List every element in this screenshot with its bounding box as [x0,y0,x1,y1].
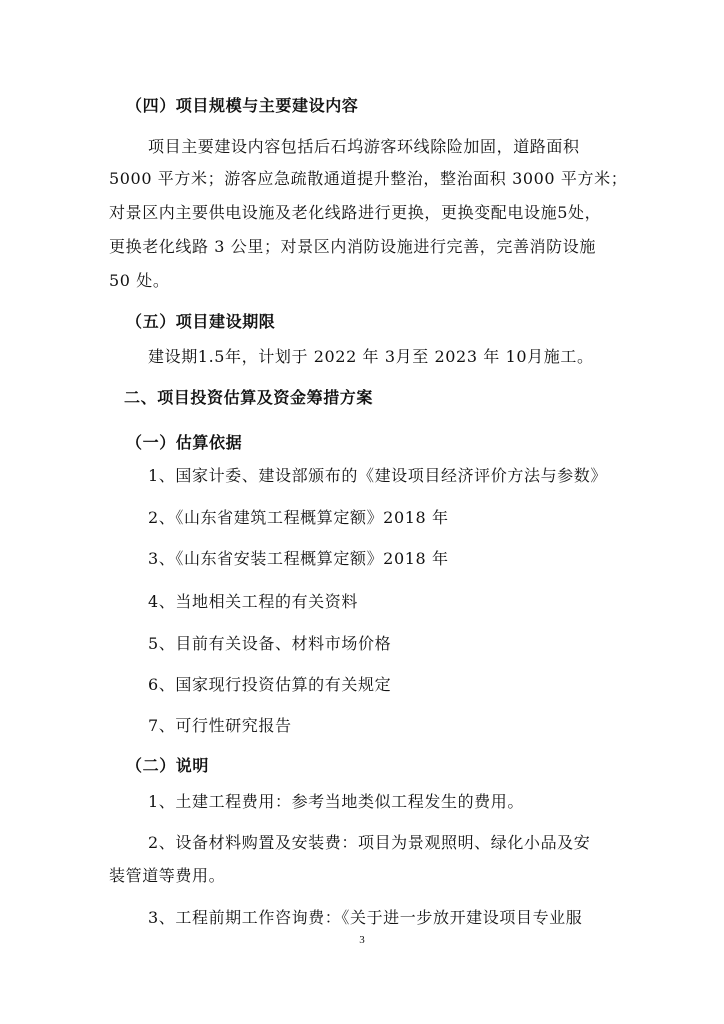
paragraph-line: 项目主要建设内容包括后石坞游客环线除险加固，道路面积 [148,137,580,156]
paragraph-line: 3、工程前期工作咨询费：《关于进一步放开建设项目专业服 [148,908,583,927]
list-item: 6、国家现行投资估算的有关规定 [148,675,392,694]
paragraph-line: 1、土建工程费用：参考当地类似工程发生的费用。 [148,792,524,811]
list-item: 2、《山东省建筑工程概算定额》2018 年 [148,508,449,527]
list-item: 7、可行性研究报告 [148,716,292,735]
subsection-1-heading: （一）估算依据 [126,433,243,452]
paragraph-line: 对景区内主要供电设施及老化线路进行更换，更换变配电设施5处， [109,203,602,222]
list-item: 5、目前有关设备、材料市场价格 [148,634,392,653]
list-item: 3、《山东省安装工程概算定额》2018 年 [148,549,449,568]
paragraph-line: 更换老化线路 3 公里；对景区内消防设施进行完善，完善消防设施 [109,237,596,256]
part-2-heading: 二、项目投资估算及资金筹措方案 [124,388,374,407]
subsection-2-heading: （二）说明 [126,756,210,775]
paragraph-line: 建设期1.5年，计划于 2022 年 3月至 2023 年 10月施工。 [148,347,594,366]
section-5-heading: （五）项目建设期限 [126,312,276,331]
paragraph-line: 50 处。 [109,271,170,290]
paragraph-line: 装管道等费用。 [109,866,226,885]
list-item: 1、国家计委、建设部颁布的《建设项目经济评价方法与参数》 [148,466,607,485]
section-4-heading: （四）项目规模与主要建设内容 [126,96,359,115]
page-number: 3 [359,934,365,946]
paragraph-line: 2、设备材料购置及安装费：项目为景观照明、绿化小品及安 [148,833,591,852]
list-item: 4、当地相关工程的有关资料 [148,592,358,611]
paragraph-line: 5000 平方米；游客应急疏散通道提升整治，整治面积 3000 平方米； [109,169,628,188]
